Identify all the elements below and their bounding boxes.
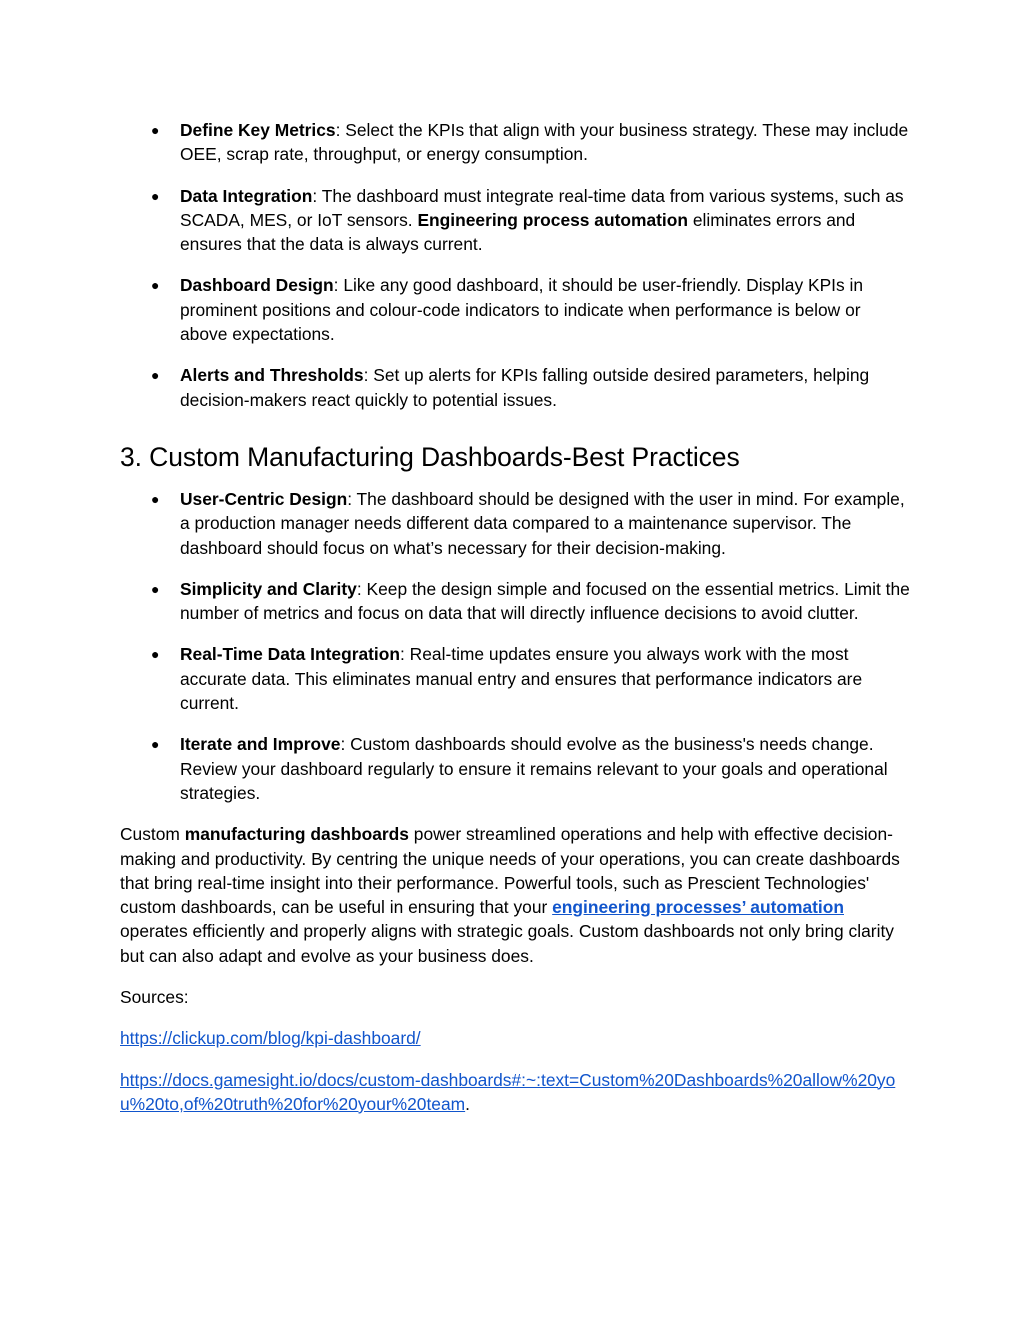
item-term: Alerts and Thresholds: [180, 365, 364, 386]
item-term: Iterate and Improve: [180, 734, 341, 755]
item-text: : Keep the design simple and focused on the essential metrics. Limit the number of metrics and focus on data that will directly influence decisions to avoid clutter.: [180, 578, 910, 624]
conclusion-paragraph: [120, 822, 910, 968]
item-text: : Set up alerts for KPIs falling outside desired parameters, helping decision-makers react quickly to potential issues.: [180, 365, 870, 410]
conclusion-bold: manufacturing dashboards: [184, 824, 409, 845]
best-practices-list: [120, 487, 910, 805]
item-text: : Custom dashboards should evolve as the business's needs change. Review your dashboard regularly to ensure it remains relevant to your goals and operational strategies.: [180, 734, 888, 803]
bullet-icon: ●: [151, 490, 160, 507]
bullet-icon: ●: [151, 187, 160, 204]
item-text: : The dashboard must integrate real-time data from various systems, such as SCADA, MES, or IoT sensors.: [180, 185, 904, 230]
list-item: [120, 184, 910, 257]
bullet-icon: ●: [151, 122, 160, 138]
list-item: [120, 642, 910, 715]
item-text: : Select the KPIs that align with your business strategy. These may include OEE, scrap rate, throughput, or energy consumption.: [180, 120, 909, 165]
item-text-after: eliminates errors and ensures that the data is always current.: [180, 209, 856, 255]
source-suffix: .: [465, 1093, 470, 1114]
conclusion-text: operates efficiently and properly aligns with strategic goals. Custom dashboards not only bring clarity but can also adapt and evolve as your business does.: [120, 921, 894, 966]
list-item: [120, 577, 910, 626]
section-heading: 3. Custom Manufacturing Dashboards-Best Practices: [120, 441, 740, 472]
item-text: : Real-time updates ensure you always work with the most accurate data. This eliminates manual entry and ensures that performance indicators are current.: [180, 644, 863, 714]
source-link-clickup[interactable]: https://clickup.com/blog/kpi-dashboard/: [120, 1028, 421, 1049]
list-item: [120, 732, 910, 805]
bullet-icon: ●: [151, 736, 160, 753]
item-term: Real-Time Data Integration: [180, 644, 401, 665]
bullet-icon: ●: [151, 277, 160, 294]
list-item: [120, 487, 910, 560]
conclusion-text: Custom: [120, 824, 185, 845]
bullet-icon: ●: [151, 580, 160, 597]
bullet-icon: ●: [151, 646, 160, 663]
item-bold-phrase: Engineering process automation: [417, 209, 689, 230]
source-entry: [120, 1026, 910, 1050]
bullet-icon: ●: [151, 367, 160, 384]
item-term: Simplicity and Clarity: [180, 578, 357, 599]
item-text: : Like any good dashboard, it should be user-friendly. Display KPIs in prominent positions and colour-code indicators to indicate when performance is below or above expectations.: [180, 275, 864, 345]
list-item: [120, 118, 910, 167]
list-item: [120, 363, 910, 412]
item-term: User-Centric Design: [180, 488, 348, 509]
list-item: [120, 273, 910, 346]
document-page: [120, 118, 910, 1133]
item-term: Define Key Metrics: [180, 120, 336, 140]
item-term: Dashboard Design: [180, 275, 334, 296]
sources-label: Sources:: [120, 987, 189, 1008]
engineering-automation-link[interactable]: engineering processes’ automation: [552, 897, 844, 918]
key-steps-list: [120, 118, 910, 412]
conclusion-text: power streamlined operations and help with effective decision-making and productivity. By centring the unique needs of your operations, you can create dashboards that bring real-time insight into their performance. Powerful tools, such as Prescient Technologies' custom dashboards, can be useful in ensuring that your: [120, 824, 900, 918]
source-entry: [120, 1068, 910, 1117]
item-text: : The dashboard should be designed with the user in mind. For example, a production manager needs different data compared to a maintenance supervisor. The dashboard should focus on what’s necessary for their decision-making.: [180, 488, 905, 558]
source-link-gamesight[interactable]: https://docs.gamesight.io/docs/custom-dashboards#:~:text=Custom%20Dashboards%20allow%20you%20to,of%20truth%20for%20your%20team: [120, 1069, 896, 1114]
item-term: Data Integration: [180, 185, 313, 206]
